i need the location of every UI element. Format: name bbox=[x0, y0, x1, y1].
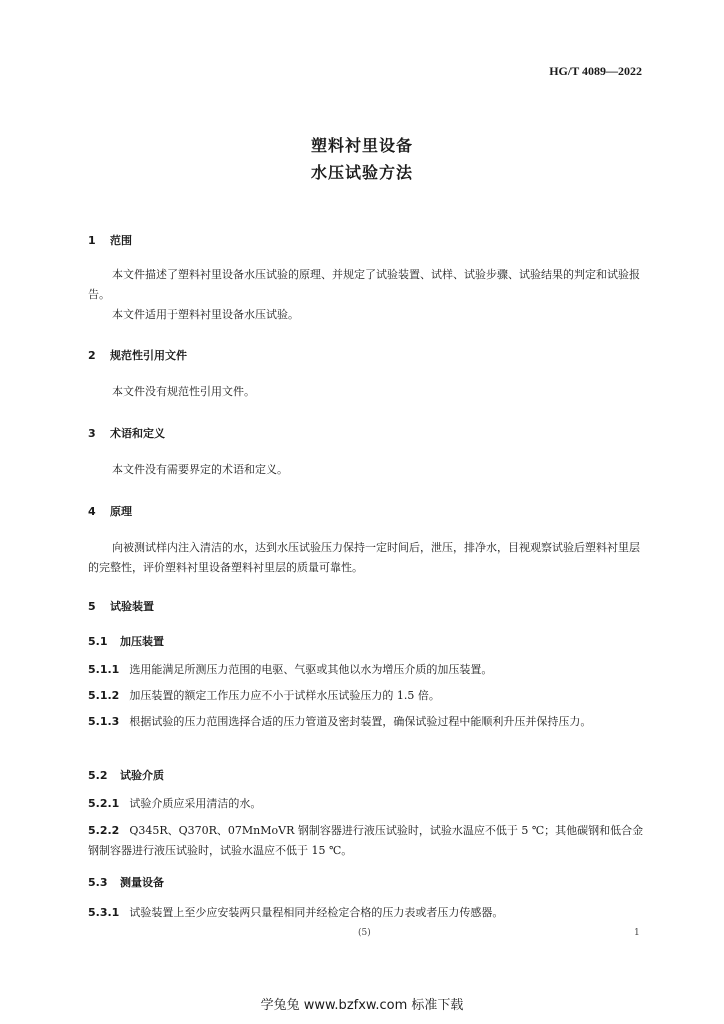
section-5-1-heading bbox=[88, 633, 164, 649]
clause-text: Q345R、Q370R、07MnMoVR 钢制容器进行液压试验时，试验水温应不低于 5 ℃；其他碳钢和低合金钢制容器进行液压试验时，试验水温应不低于 15 ℃。 bbox=[88, 824, 644, 857]
clause-text: 试验装置上至少应安装两只量程相同并经检定合格的压力表或者压力传感器。 bbox=[129, 906, 504, 919]
document-title-line1: 塑料衬里设备 bbox=[310, 136, 413, 155]
section-title: 试验介质 bbox=[120, 769, 164, 782]
clause-5-3-1 bbox=[88, 903, 648, 923]
section-number: 5 bbox=[88, 600, 96, 613]
clause-number: 5.1.1 bbox=[88, 663, 120, 676]
section-number: 3 bbox=[88, 427, 96, 440]
section-2-heading bbox=[88, 347, 187, 363]
section-number: 5.2 bbox=[88, 769, 108, 782]
clause-number: 5.2.2 bbox=[88, 824, 120, 837]
section-2-paragraph-1: 本文件没有规范性引用文件。 bbox=[112, 385, 255, 398]
clause-number: 5.1.2 bbox=[88, 689, 120, 702]
section-title: 测量设备 bbox=[120, 876, 164, 889]
section-number: 5.3 bbox=[88, 876, 108, 889]
section-number: 5.1 bbox=[88, 635, 108, 648]
section-number: 4 bbox=[88, 505, 96, 518]
clause-text: 试验介质应采用清洁的水。 bbox=[129, 797, 262, 810]
clause-5-1-1 bbox=[88, 660, 648, 680]
section-title: 术语和定义 bbox=[110, 427, 165, 440]
section-1-heading bbox=[88, 232, 132, 248]
clause-5-2-2 bbox=[88, 821, 648, 861]
clause-text: 加压装置的额定工作压力应不小于试样水压试验压力的 1.5 倍。 bbox=[129, 689, 440, 702]
section-number: 1 bbox=[88, 234, 96, 247]
clause-5-1-3 bbox=[88, 712, 648, 732]
clause-5-1-2 bbox=[88, 686, 648, 706]
section-5-2-heading bbox=[88, 767, 164, 783]
clause-number: 5.2.1 bbox=[88, 797, 120, 810]
section-4-heading bbox=[88, 503, 132, 519]
clause-text: 根据试验的压力范围选择合适的压力管道及密封装置，确保试验过程中能顺利升压并保持压力。 bbox=[129, 715, 592, 728]
clause-text: 选用能满足所测压力范围的电驱、气驱或其他以水为增压介质的加压装置。 bbox=[129, 663, 493, 676]
section-5-3-heading bbox=[88, 874, 164, 890]
page-code: (5) bbox=[358, 928, 371, 938]
section-4-paragraph-1: 向被测试样内注入清洁的水，达到水压试验压力保持一定时间后，泄压，排净水，目视观察试验后塑料衬里层的完整性，评价塑料衬里设备塑料衬里层的质量可靠性。 bbox=[88, 541, 640, 574]
section-1-paragraph-1: 本文件描述了塑料衬里设备水压试验的原理、并规定了试验装置、试样、试验步骤、试验结果的判定和试验报告。 bbox=[88, 268, 640, 301]
section-title: 试验装置 bbox=[110, 600, 154, 613]
section-1-paragraph-2: 本文件适用于塑料衬里设备水压试验。 bbox=[112, 308, 299, 321]
page-number: 1 bbox=[634, 928, 640, 938]
section-title: 加压装置 bbox=[120, 635, 164, 648]
watermark-footer: 学兔兔 www.bzfxw.com 标准下载 bbox=[260, 998, 464, 1013]
section-title: 原理 bbox=[110, 505, 132, 518]
clause-5-2-1 bbox=[88, 794, 648, 814]
clause-number: 5.3.1 bbox=[88, 906, 120, 919]
section-number: 2 bbox=[88, 349, 96, 362]
section-3-paragraph-1: 本文件没有需要界定的术语和定义。 bbox=[112, 463, 288, 476]
section-5-heading bbox=[88, 598, 154, 614]
document-title-line2: 水压试验方法 bbox=[310, 163, 413, 182]
standard-code: HG/T 4089—2022 bbox=[549, 64, 642, 78]
section-title: 范围 bbox=[110, 234, 132, 247]
section-3-heading bbox=[88, 425, 165, 441]
clause-number: 5.1.3 bbox=[88, 715, 120, 728]
section-title: 规范性引用文件 bbox=[110, 349, 187, 362]
